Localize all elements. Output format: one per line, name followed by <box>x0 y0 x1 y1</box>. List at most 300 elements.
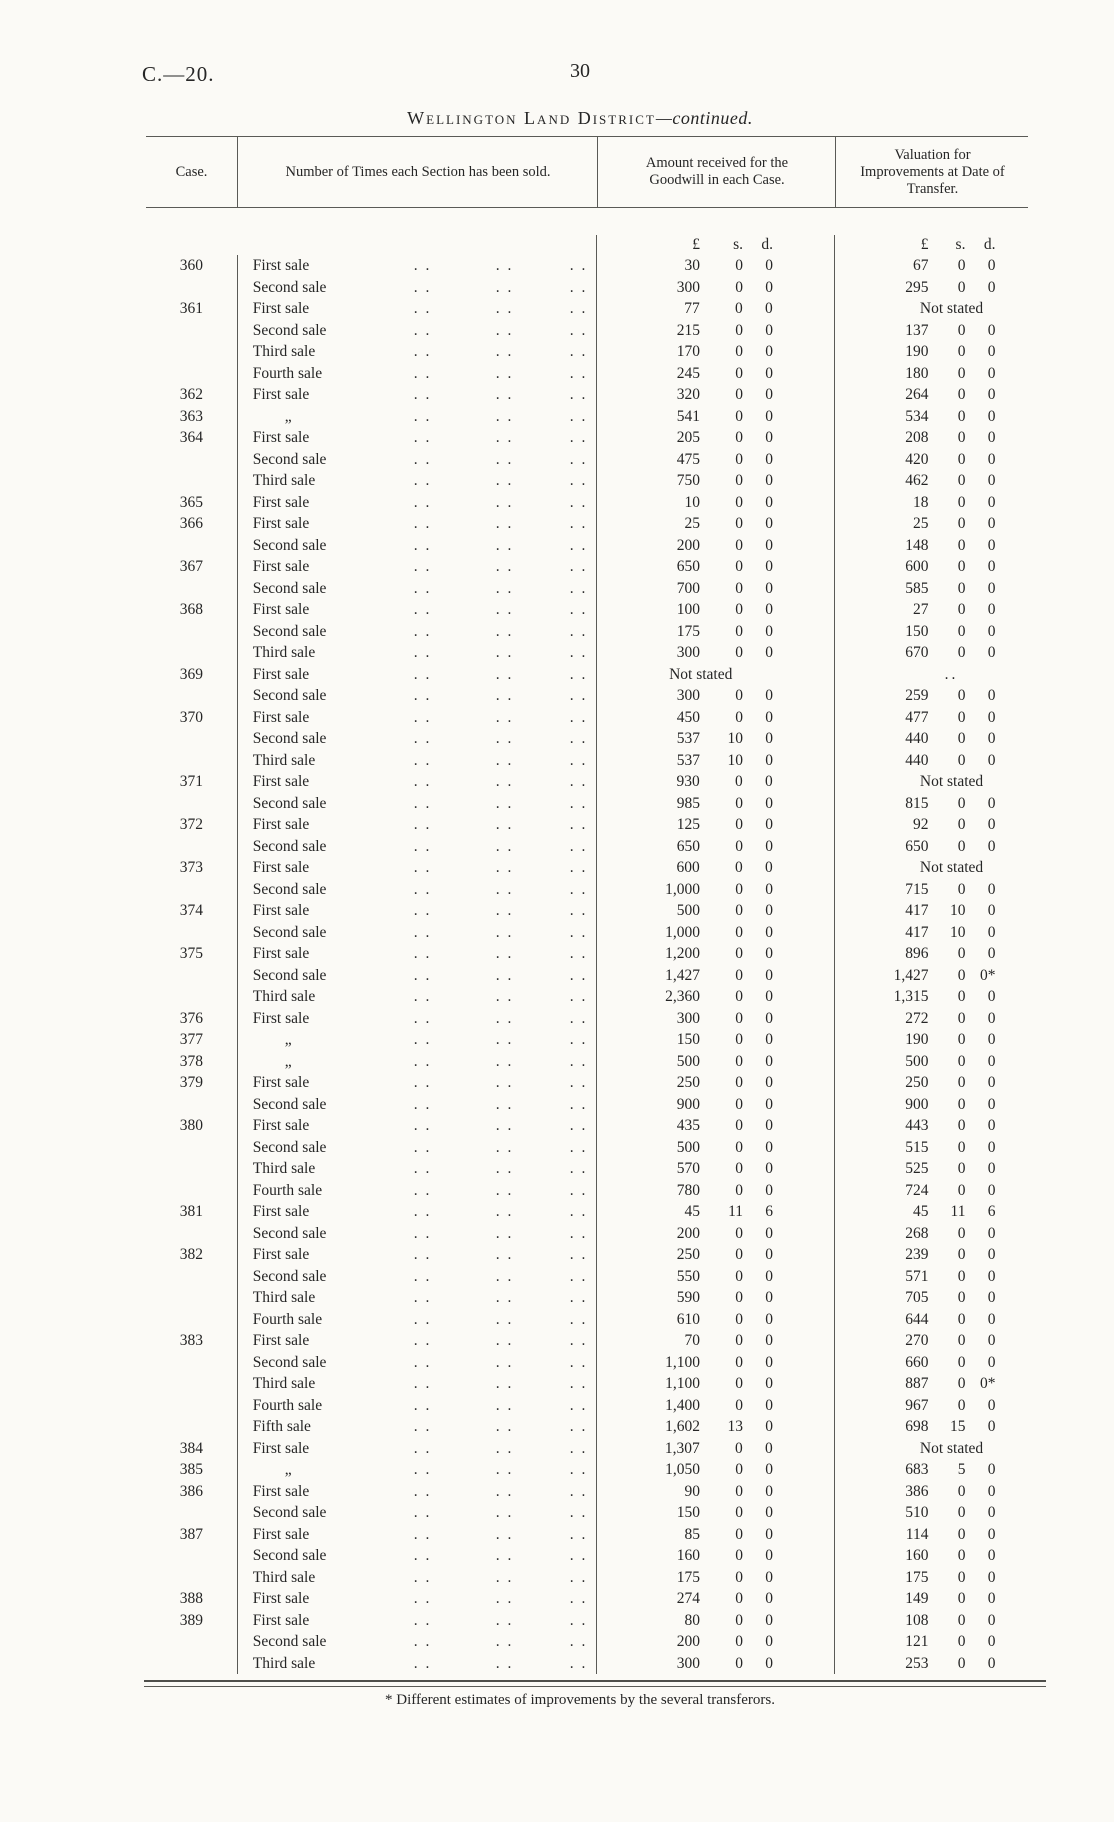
leader-dots: . . <box>495 364 514 382</box>
table-row <box>146 1223 1028 1245</box>
sale-label: First sale <box>252 708 310 726</box>
case-number <box>146 793 237 815</box>
leader-dots: . . <box>413 1654 432 1672</box>
table-row <box>146 857 1028 879</box>
goodwill-amount-shillings: 0 <box>735 1310 743 1328</box>
leader-dots: . . <box>495 1009 514 1027</box>
valuation-amount-shillings: 11 <box>950 1203 966 1220</box>
valuation-amount-pounds: 420 <box>905 450 929 468</box>
valuation-amount <box>834 1115 1028 1137</box>
sale-label: Third sale <box>252 751 316 769</box>
case-number <box>146 363 237 385</box>
leader-dots: . . <box>495 601 514 618</box>
goodwill-amount-shillings: 0 <box>735 644 743 661</box>
valuation-amount-pence: 0 <box>987 515 996 532</box>
valuation-amount-pence: 0 <box>987 1633 996 1650</box>
goodwill-amount <box>596 1545 834 1567</box>
leader-dots: . . <box>413 601 432 618</box>
valuation-amount-shillings: 0 <box>957 988 966 1005</box>
leader-dots: . . <box>495 1052 514 1070</box>
table-row <box>146 707 1028 729</box>
goodwill-amount <box>596 1588 834 1610</box>
sale-label: Third sale <box>252 988 316 1005</box>
goodwill-amount-shillings: 0 <box>735 794 743 812</box>
goodwill-amount-shillings: 0 <box>735 1267 743 1285</box>
goodwill-units <box>596 235 834 255</box>
valuation-amount-pence: 0* <box>979 1375 996 1392</box>
table-row <box>146 277 1028 299</box>
goodwill-amount-pounds: 300 <box>676 1009 700 1027</box>
goodwill-amount-shillings: 0 <box>735 1138 743 1156</box>
valuation-amount-shillings: 0 <box>957 1482 966 1500</box>
leader-dots: . . <box>413 1547 432 1564</box>
valuation-amount-pence: 0 <box>987 1461 996 1478</box>
sale-cell <box>237 1438 596 1460</box>
valuation-amount-shillings: 0 <box>957 1396 966 1414</box>
leader-dots: . . <box>569 1332 588 1349</box>
goodwill-amount-pence: 0 <box>765 515 773 532</box>
goodwill-amount-shillings: 0 <box>735 1246 743 1263</box>
valuation-amount-shillings: 0 <box>957 1332 966 1349</box>
case-number: 369 <box>179 665 203 683</box>
valuation-amount <box>834 728 1028 750</box>
valuation-amount-pence: 0 <box>987 644 996 661</box>
valuation-amount-pence: 0 <box>987 945 996 962</box>
leader-dots: . . <box>495 536 514 554</box>
valuation-amount-shillings: 0 <box>957 945 966 962</box>
case-number: 379 <box>179 1074 204 1091</box>
valuation-amount <box>834 1051 1028 1073</box>
leader-dots: . . <box>569 1246 588 1263</box>
leader-dots: . . <box>569 1138 588 1156</box>
sale-cell <box>237 900 596 922</box>
sale-label: Second sale <box>252 1095 327 1113</box>
goodwill-amount-pence: 0 <box>765 1654 773 1672</box>
leader-dots: . . <box>413 708 432 726</box>
valuation-amount-pounds: 967 <box>905 1396 929 1414</box>
leader-dots: . . <box>413 407 432 425</box>
goodwill-amount-pence: 0 <box>765 923 773 941</box>
not-stated-label: Not stated <box>919 773 984 790</box>
valuation-amount-shillings: 0 <box>957 1310 966 1328</box>
valuation-amount <box>834 363 1028 385</box>
currency-units-row <box>146 208 1028 255</box>
goodwill-amount-pence: 0 <box>765 1332 773 1349</box>
valuation-amount-pence: 0 <box>987 837 996 855</box>
valuation-amount-pounds: 510 <box>905 1504 929 1521</box>
goodwill-amount <box>596 1287 834 1309</box>
sale-label: Second sale <box>252 321 327 339</box>
goodwill-amount-pounds: 610 <box>676 1310 700 1328</box>
goodwill-amount-pence: 0 <box>765 257 773 274</box>
table-row <box>146 900 1028 922</box>
leader-dots: . . <box>495 1138 514 1156</box>
goodwill-amount-shillings: 0 <box>735 1568 743 1586</box>
not-stated-label: Not stated <box>919 300 984 317</box>
leader-dots: . . <box>413 1611 432 1629</box>
goodwill-amount <box>596 298 834 320</box>
goodwill-amount-pounds: 500 <box>676 1052 700 1070</box>
valuation-units-pounds: £ <box>920 236 929 253</box>
goodwill-amount-pence: 0 <box>765 837 773 855</box>
goodwill-amount-shillings: 0 <box>735 1095 743 1113</box>
leader-dots: . . <box>495 1310 514 1328</box>
goodwill-amount <box>596 492 834 514</box>
goodwill-amount-shillings: 0 <box>735 407 743 425</box>
valuation-amount <box>834 1438 1028 1460</box>
goodwill-amount-pounds: 250 <box>676 1246 700 1263</box>
valuation-amount <box>834 900 1028 922</box>
leader-dots: . . <box>495 493 514 511</box>
table-row <box>146 1330 1028 1352</box>
goodwill-amount-pence: 0 <box>765 988 773 1005</box>
valuation-amount <box>834 685 1028 707</box>
goodwill-amount <box>596 1008 834 1030</box>
leader-dots: . . <box>495 321 514 339</box>
valuation-amount-shillings: 0 <box>957 364 966 382</box>
leader-dots: . . <box>495 966 514 984</box>
sale-cell <box>237 298 596 320</box>
leader-dots: . . <box>569 1009 588 1027</box>
valuation-amount-pounds: 253 <box>905 1654 929 1672</box>
valuation-amount <box>834 922 1028 944</box>
case-number: 382 <box>179 1246 204 1263</box>
case-number <box>146 1180 237 1202</box>
valuation-amount <box>834 621 1028 643</box>
leader-dots: . . <box>495 407 514 425</box>
table-row <box>146 664 1028 686</box>
case-number <box>146 965 237 987</box>
valuation-amount <box>834 255 1028 277</box>
case-number: 389 <box>179 1611 204 1629</box>
sale-label: First sale <box>252 773 310 790</box>
goodwill-amount-pounds: 85 <box>684 1525 700 1543</box>
sale-label: Second sale <box>252 622 327 640</box>
leader-dots: . . <box>569 1504 588 1521</box>
sale-cell <box>237 1352 596 1374</box>
valuation-amount-pounds: 92 <box>912 816 929 833</box>
goodwill-amount-pence: 0 <box>765 1611 773 1629</box>
leader-dots: . . <box>569 343 588 360</box>
sale-label: Second sale <box>252 687 327 704</box>
case-number: 360 <box>179 257 204 274</box>
valuation-amount-pounds: 525 <box>905 1160 929 1177</box>
leader-dots: . . <box>413 730 432 747</box>
valuation-amount-pence: 0 <box>987 816 996 833</box>
sale-cell <box>237 1309 596 1331</box>
valuation-amount-pence: 0 <box>987 536 996 554</box>
valuation-amount-pence: 0 <box>987 902 996 919</box>
valuation-amount <box>834 1029 1028 1051</box>
goodwill-amount-pounds: 550 <box>676 1267 700 1285</box>
case-number <box>146 320 237 342</box>
column-header-times-sold-label: Number of Times each Section has been sold. <box>285 163 551 180</box>
leader-dots: . . <box>569 1547 588 1564</box>
goodwill-amount <box>596 470 834 492</box>
table-row <box>146 1201 1028 1223</box>
goodwill-amount-shillings: 0 <box>735 1547 743 1564</box>
goodwill-amount-pounds: 170 <box>676 343 700 360</box>
goodwill-amount <box>596 771 834 793</box>
valuation-amount <box>834 1008 1028 1030</box>
valuation-amount-pounds: 698 <box>905 1418 929 1435</box>
valuation-amount-shillings: 0 <box>957 1568 966 1586</box>
table-row <box>146 406 1028 428</box>
leader-dots: . . <box>495 1203 514 1220</box>
sale-label: First sale <box>252 1611 310 1629</box>
goodwill-amount-pounds: 200 <box>676 536 700 554</box>
goodwill-amount <box>596 1223 834 1245</box>
valuation-amount <box>834 1373 1028 1395</box>
case-number <box>146 1502 237 1524</box>
sale-cell <box>237 492 596 514</box>
sale-cell <box>237 728 596 750</box>
valuation-amount <box>834 427 1028 449</box>
goodwill-amount-shillings: 0 <box>735 1160 743 1177</box>
goodwill-amount-pounds: 1,050 <box>665 1461 700 1478</box>
leader-dots: . . <box>413 1375 432 1392</box>
table-row <box>146 1008 1028 1030</box>
valuation-amount-pounds: 896 <box>905 945 929 962</box>
valuation-amount-shillings: 0 <box>957 1095 966 1113</box>
goodwill-amount <box>596 599 834 621</box>
goodwill-amount-pounds: 500 <box>676 902 700 919</box>
valuation-amount-pounds: 149 <box>905 1590 929 1607</box>
valuation-amount-shillings: 0 <box>957 257 966 274</box>
valuation-amount-shillings: 0 <box>957 794 966 812</box>
sale-cell <box>237 1567 596 1589</box>
sale-label: First sale <box>252 515 310 532</box>
not-stated-label: Not stated <box>919 1439 984 1457</box>
valuation-amount-pence: 0 <box>987 708 996 726</box>
valuation-amount-pence: 0 <box>987 1547 996 1564</box>
goodwill-amount-pounds: 450 <box>676 708 700 726</box>
goodwill-amount-pence: 0 <box>765 1353 773 1371</box>
valuation-amount-pounds: 443 <box>905 1117 929 1134</box>
goodwill-amount <box>596 1051 834 1073</box>
case-number <box>146 1309 237 1331</box>
valuation-amount-pounds: 239 <box>905 1246 929 1263</box>
case-number: 386 <box>179 1482 204 1500</box>
leader-dots: . . <box>495 773 514 790</box>
valuation-amount-pence: 6 <box>987 1203 996 1220</box>
valuation-amount <box>834 492 1028 514</box>
valuation-amount-pence: 0 <box>987 257 996 274</box>
goodwill-amount-pence: 0 <box>765 1396 773 1414</box>
valuation-amount-pence: 0 <box>987 1611 996 1629</box>
valuation-amount-pounds: 477 <box>905 708 929 726</box>
valuation-amount-shillings: 0 <box>957 1654 966 1672</box>
case-number <box>146 1352 237 1374</box>
sale-label: Second sale <box>252 1224 327 1242</box>
case-number: 381 <box>179 1203 204 1220</box>
leader-dots: . . <box>413 966 432 984</box>
sale-cell <box>237 1051 596 1073</box>
leader-dots: . . <box>413 386 432 403</box>
leader-dots: . . <box>495 923 514 941</box>
case-number: 361 <box>179 300 203 317</box>
case-number: 378 <box>179 1052 204 1070</box>
goodwill-amount-shillings: 0 <box>735 923 743 941</box>
leader-dots: . . <box>569 1052 588 1070</box>
page-number: 30 <box>570 60 590 82</box>
goodwill-amount-shillings: 0 <box>735 558 743 575</box>
valuation-amount-shillings: 0 <box>957 1246 966 1263</box>
leader-dots: . . <box>495 751 514 769</box>
sale-cell <box>237 1588 596 1610</box>
leader-dots: . . <box>495 1439 514 1457</box>
table-header-row <box>146 136 1028 208</box>
leader-dots: . . <box>495 708 514 726</box>
leader-dots: . . <box>413 751 432 769</box>
goodwill-amount-shillings: 0 <box>735 1654 743 1672</box>
leader-dots: . . <box>413 1568 432 1586</box>
valuation-amount-shillings: 0 <box>957 1353 966 1371</box>
leader-dots: . . <box>569 450 588 468</box>
sale-label: First sale <box>252 1117 310 1134</box>
table-row <box>146 685 1028 707</box>
leader-dots: . . <box>569 1289 588 1306</box>
valuation-amount <box>834 793 1028 815</box>
leader-dots: . . <box>413 1203 432 1220</box>
goodwill-amount-shillings: 0 <box>735 1181 743 1199</box>
leader-dots: . . <box>569 1633 588 1650</box>
valuation-amount-pounds: 272 <box>905 1009 929 1027</box>
valuation-amount-pounds: 148 <box>905 536 929 554</box>
goodwill-amount-pence: 0 <box>765 364 773 382</box>
valuation-amount-pence: 0 <box>987 1031 996 1048</box>
valuation-amount-shillings: 0 <box>957 343 966 360</box>
goodwill-amount-pounds: 570 <box>676 1160 700 1177</box>
goodwill-amount-pence: 0 <box>765 1568 773 1586</box>
table-row <box>146 922 1028 944</box>
blank-entry-dots: .. <box>944 665 959 683</box>
valuation-amount-pence: 0 <box>987 1654 996 1672</box>
leader-dots: . . <box>569 493 588 511</box>
valuation-amount-shillings: 0 <box>957 1375 966 1392</box>
valuation-amount-pence: 0 <box>987 1160 996 1177</box>
goodwill-amount-pence: 0 <box>765 343 773 360</box>
valuation-amount-pence: 0 <box>987 1267 996 1285</box>
district-title: Wellington Land District <box>407 108 656 128</box>
goodwill-amount <box>596 1180 834 1202</box>
leader-dots: . . <box>569 1396 588 1414</box>
sale-label: First sale <box>252 859 310 876</box>
valuation-amount-pence: 0 <box>987 1418 996 1435</box>
goodwill-amount-pounds: 500 <box>676 1138 700 1156</box>
leader-dots: . . <box>569 1611 588 1629</box>
goodwill-amount-shillings: 0 <box>735 1525 743 1543</box>
valuation-amount-shillings: 0 <box>957 1224 966 1242</box>
valuation-amount <box>834 298 1028 320</box>
case-number: 374 <box>179 902 204 919</box>
valuation-amount-shillings: 0 <box>957 429 966 446</box>
valuation-amount-shillings: 0 <box>957 601 966 618</box>
sale-label: Second sale <box>252 278 327 296</box>
goodwill-amount-pence: 0 <box>765 1310 773 1328</box>
table-row <box>146 535 1028 557</box>
sale-label: Third sale <box>252 1568 316 1586</box>
sale-cell <box>237 341 596 363</box>
table-row <box>146 1029 1028 1051</box>
goodwill-amount <box>596 1395 834 1417</box>
goodwill-amount-pounds: 245 <box>676 364 700 382</box>
valuation-amount-pounds: 534 <box>905 407 929 425</box>
leader-dots: . . <box>495 880 514 898</box>
goodwill-amount-shillings: 0 <box>735 1633 743 1650</box>
goodwill-amount-pence: 0 <box>765 472 773 489</box>
case-number <box>146 1094 237 1116</box>
valuation-amount-pounds: 815 <box>905 794 929 812</box>
valuation-amount <box>834 1481 1028 1503</box>
land-district-table <box>146 136 1028 1674</box>
valuation-amount <box>834 341 1028 363</box>
goodwill-amount-shillings: 0 <box>735 1117 743 1134</box>
goodwill-amount-shillings: 13 <box>727 1418 743 1435</box>
table-row <box>146 1137 1028 1159</box>
valuation-amount-pounds: 268 <box>905 1224 929 1242</box>
sale-cell <box>237 1072 596 1094</box>
sale-label: Second sale <box>252 880 327 898</box>
goodwill-amount-pounds: 1,100 <box>665 1353 700 1371</box>
case-number <box>146 1137 237 1159</box>
goodwill-amount-shillings: 0 <box>735 816 743 833</box>
valuation-amount-shillings: 10 <box>949 923 966 941</box>
sale-cell <box>237 1481 596 1503</box>
valuation-amount-pence: 0 <box>987 1224 996 1242</box>
sale-cell <box>237 470 596 492</box>
sale-cell <box>237 922 596 944</box>
case-number <box>146 1567 237 1589</box>
valuation-amount-pence: 0 <box>987 1482 996 1500</box>
leader-dots: . . <box>569 1461 588 1478</box>
leader-dots: . . <box>495 515 514 532</box>
valuation-amount-pounds: 67 <box>912 257 929 274</box>
leader-dots: . . <box>413 1289 432 1306</box>
leader-dots: . . <box>413 450 432 468</box>
table-row <box>146 943 1028 965</box>
leader-dots: . . <box>413 1267 432 1285</box>
valuation-amount-shillings: 5 <box>957 1461 966 1478</box>
goodwill-amount <box>596 384 834 406</box>
valuation-amount-pounds: 150 <box>905 622 929 640</box>
leader-dots: . . <box>413 1074 432 1091</box>
table-row <box>146 449 1028 471</box>
leader-dots: . . <box>413 902 432 919</box>
goodwill-amount-shillings: 0 <box>735 945 743 962</box>
valuation-amount <box>834 1180 1028 1202</box>
goodwill-amount <box>596 1502 834 1524</box>
valuation-amount-pence: 0 <box>987 622 996 640</box>
leader-dots: . . <box>569 665 588 683</box>
valuation-amount <box>834 535 1028 557</box>
valuation-amount-shillings: 0 <box>957 515 966 532</box>
goodwill-amount-pounds: 175 <box>676 1568 700 1586</box>
goodwill-amount-shillings: 0 <box>735 1590 743 1607</box>
table-row <box>146 1502 1028 1524</box>
table-row <box>146 298 1028 320</box>
goodwill-amount <box>596 879 834 901</box>
valuation-amount-pence: 0 <box>987 1074 996 1091</box>
goodwill-amount-pounds: 650 <box>676 837 700 855</box>
valuation-amount <box>834 857 1028 879</box>
leader-dots: . . <box>413 1160 432 1177</box>
valuation-amount-pounds: 715 <box>905 880 929 898</box>
sale-cell <box>237 1223 596 1245</box>
sale-cell <box>237 1137 596 1159</box>
goodwill-amount-pounds: 930 <box>676 773 700 790</box>
table-row <box>146 1352 1028 1374</box>
